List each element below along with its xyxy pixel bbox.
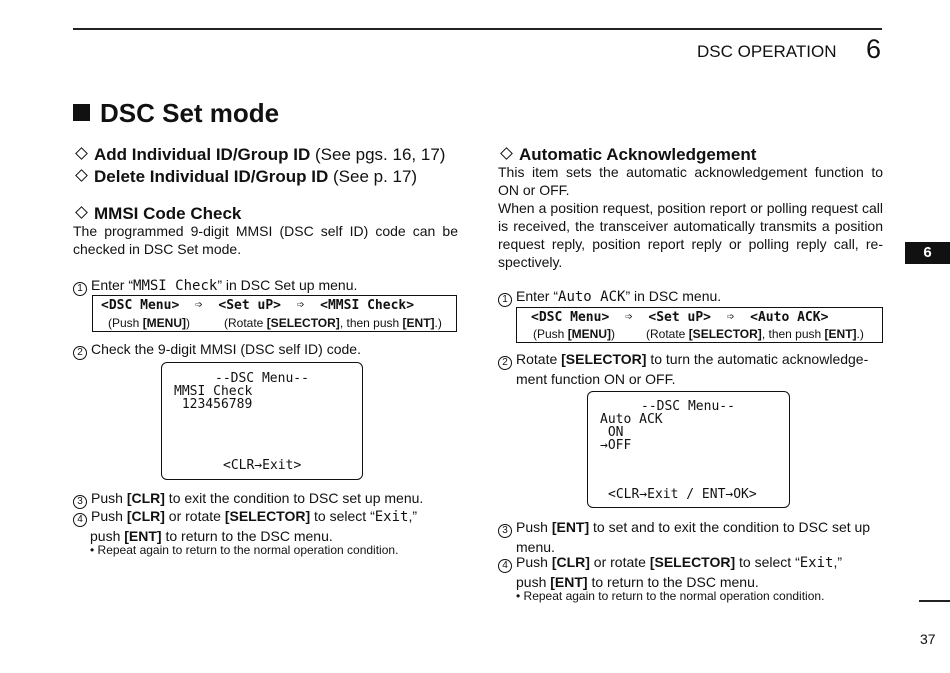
left-step-4: 4 Push [CLR] or rotate [SELECTOR] to select “Exit,” push [ENT] to return to the DSC menu. <box>73 507 458 545</box>
left-note: • Repeat again to return to the normal operation condition. <box>90 543 399 557</box>
page-title: DSC Set mode <box>73 98 279 129</box>
diamond-bullet-icon <box>75 147 88 160</box>
section-header: DSC OPERATION <box>697 42 837 61</box>
auto-ack-paragraph: This item sets the automatic acknowledgement function to ON or OFF. When a position request, position report or polling request call is received, the transceiver automatically transmits a position request reply, position report reply or polling reply call, re- spectively. <box>498 164 883 270</box>
left-menu-path-box: <DSC Menu> ➩ <Set uP> ➩ <MMSI Check> (Push [MENU]) (Rotate [SELECTOR], then push [ENT].) <box>92 295 457 332</box>
footer-rule <box>919 600 950 602</box>
mmsi-paragraph: The programmed 9-digit MMSI (DSC self ID) code can be checked in DSC Set mode. <box>73 223 458 257</box>
right-step-3: 3 Push [ENT] to set and to exit the condition to DSC set up menu. <box>498 518 883 556</box>
lcd-display-mmsi: --DSC Menu-- MMSI Check 123456789 <CLR→Exit> <box>161 362 363 480</box>
page-number: 37 <box>920 631 936 647</box>
chapter-tab: 6 <box>905 242 950 264</box>
square-bullet-icon <box>73 104 90 121</box>
left-step-1: 1 Enter “MMSI Check” in DSC Set up menu. <box>73 276 357 296</box>
diamond-bullet-icon <box>500 147 513 160</box>
right-step-4: 4 Push [CLR] or rotate [SELECTOR] to select “Exit,” push [ENT] to return to the DSC menu. <box>498 553 883 591</box>
left-step-3: 3 Push [CLR] to exit the condition to DSC set up menu. <box>73 489 423 509</box>
diamond-bullet-icon <box>75 169 88 182</box>
heading-mmsi-check: MMSI Code Check <box>73 204 241 224</box>
chapter-number: 6 <box>866 34 882 64</box>
right-note: • Repeat again to return to the normal operation condition. <box>516 589 825 603</box>
header-rule <box>73 28 882 30</box>
lcd-display-auto-ack: --DSC Menu-- Auto ACK ON →OFF <CLR→Exit / ENT→OK> <box>587 391 790 508</box>
right-step-2: 2 Rotate [SELECTOR] to turn the automatic acknowledge- ment function ON or OFF. <box>498 350 883 388</box>
heading-delete-id: Delete Individual ID/Group ID (See p. 17) <box>73 167 417 187</box>
right-step-1: 1 Enter “Auto ACK” in DSC menu. <box>498 287 721 307</box>
heading-auto-ack: Automatic Acknowledgement <box>498 145 756 165</box>
left-step-2: 2 Check the 9-digit MMSI (DSC self ID) code. <box>73 340 361 360</box>
diamond-bullet-icon <box>75 206 88 219</box>
heading-add-id: Add Individual ID/Group ID (See pgs. 16, 17) <box>73 145 445 165</box>
right-menu-path-box: <DSC Menu> ➩ <Set uP> ➩ <Auto ACK> (Push [MENU]) (Rotate [SELECTOR], then push [ENT].) <box>516 307 883 343</box>
